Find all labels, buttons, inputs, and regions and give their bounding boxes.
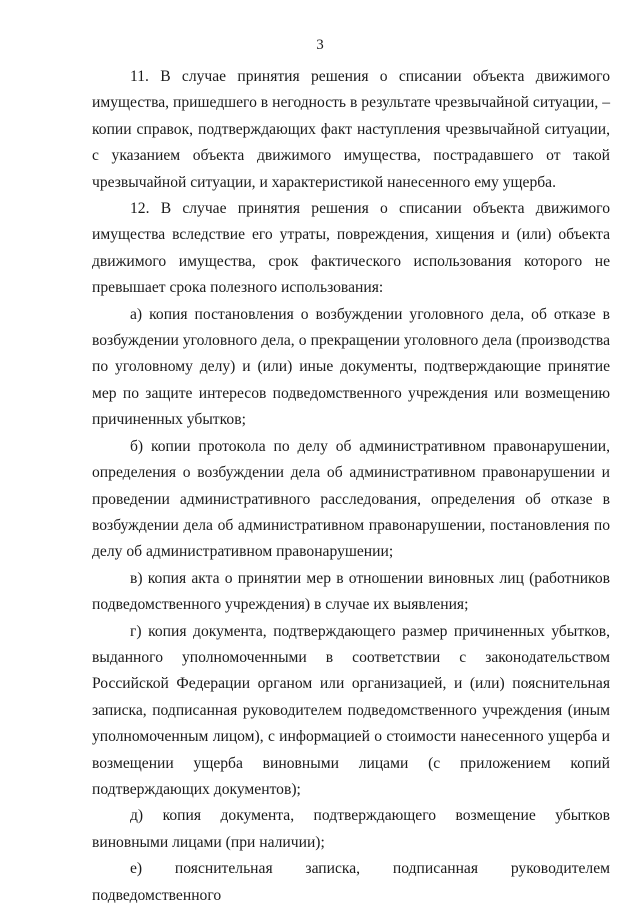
paragraph-12-v: в) копия акта о принятии мер в отношении виновных лиц (работников подведомственного учреждения) в случае их выявления; bbox=[92, 569, 610, 614]
page-number: 3 bbox=[316, 37, 324, 53]
paragraph-11: 11. В случае принятия решения о списании объекта движимого имущества, пришедшего в негодность в результате чрезвычайной ситуации, – копии справок, подтверждающих факт наступления чрезвычайной ситуации, с указанием объекта движимого имущества, пострадавшего от такой чрезвычайной ситуации, и характеристикой нанесенного ему ущерба. bbox=[92, 68, 610, 191]
paragraph-12-g: г) копия документа, подтверждающего размер причиненных убытков, выданного уполномоченными в соответствии с законодательством Российской Федерации органом или организацией, и (или) пояснительная записка, подписанная руководителем подведомственного учреждения (иным уполномоченным лицом), с информацией о стоимости нанесенного ущерба и возмещении ущерба виновными лицами (с приложением копий подтверждающих документов); bbox=[92, 622, 610, 798]
paragraph-12-d: д) копия документа, подтверждающего возмещение убытков виновными лицами (при наличии); bbox=[92, 807, 610, 851]
paragraph-12-e: е) пояснительная записка, подписанная руководителем подведомственного bbox=[92, 860, 610, 904]
paragraph-12-b: б) копии протокола по делу об административном правонарушении, определения о возбуждении дела об административном правонарушении и проведении административного расследования, определения об отказе в возбуждении дела об административном правонарушении, постановления по делу об административном правонарушении; bbox=[92, 437, 610, 561]
document-body bbox=[92, 64, 610, 909]
paragraph-12: 12. В случае принятия решения о списании объекта движимого имущества вследствие его утраты, повреждения, хищения и (или) объекта движимого имущества, срок фактического использования которого не превышает срока полезного использования: bbox=[92, 200, 610, 297]
paragraph-12-a: а) копия постановления о возбуждении уголовного дела, об отказе в возбуждении уголовного дела, о прекращении уголовного дела (производства по уголовному делу) и (или) иные документы, подтверждающие принятие мер по защите интересов подведомственного учреждения или возмещению причиненных убытков; bbox=[92, 305, 610, 429]
